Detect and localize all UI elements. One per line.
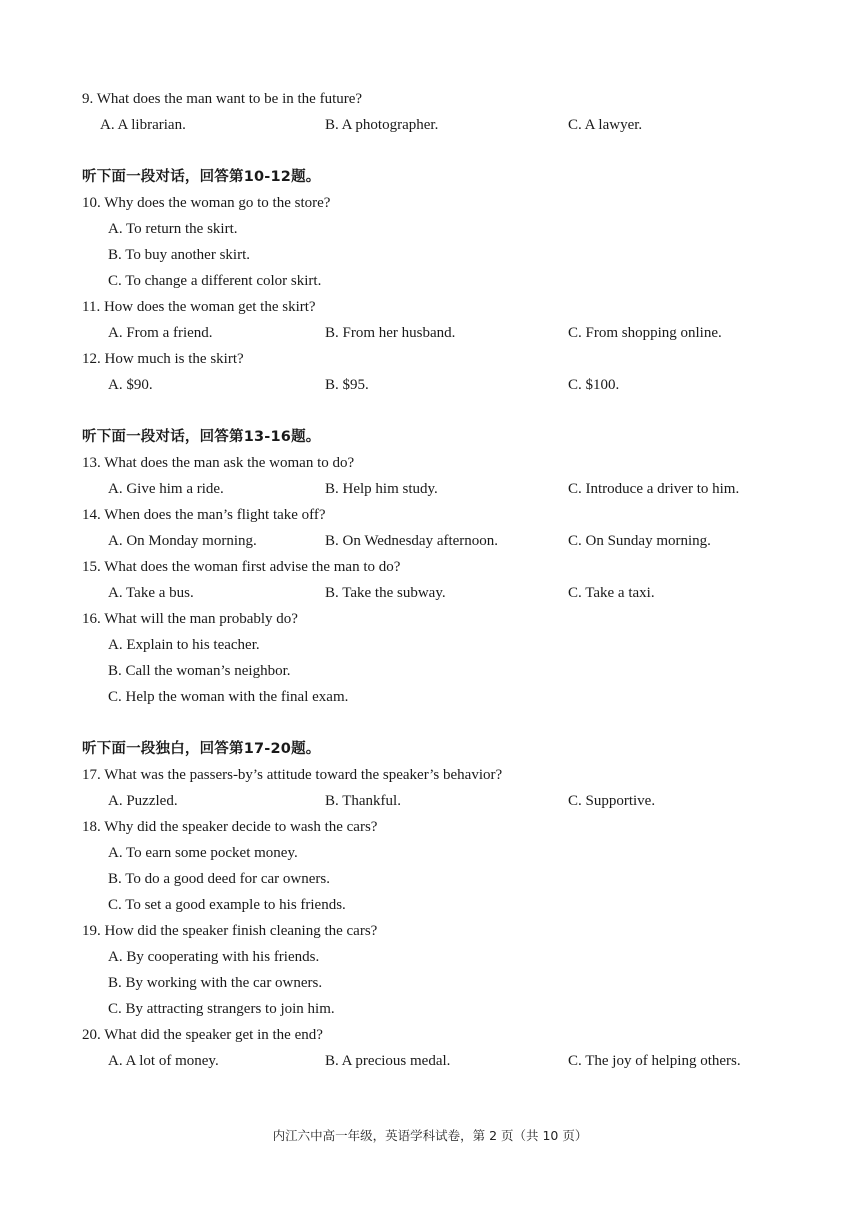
option-b: B. Call the woman’s neighbor.	[108, 663, 291, 679]
option-c: C. To set a good example to his friends.	[108, 897, 346, 913]
option-a: A. To earn some pocket money.	[108, 845, 298, 861]
question-18: 18. Why did the speaker decide to wash the cars?	[82, 819, 378, 835]
option-b: B. Take the subway.	[325, 585, 446, 601]
option-b: B. Thankful.	[325, 793, 401, 809]
question-12: 12. How much is the skirt?	[82, 351, 244, 367]
option-c: C. From shopping online.	[568, 325, 722, 341]
option-a: A. To return the skirt.	[108, 221, 238, 237]
option-b: B. On Wednesday afternoon.	[325, 533, 499, 549]
option-a: A. Give him a ride.	[108, 481, 224, 497]
question-14: 14. When does the man’s flight take off?	[82, 507, 326, 523]
option-b: B. To buy another skirt.	[108, 247, 250, 263]
question-13: 13. What does the man ask the woman to do?	[82, 455, 355, 471]
question-13-options	[82, 478, 782, 504]
option-c: C. Supportive.	[568, 793, 656, 809]
question-19: 19. How did the speaker finish cleaning the cars?	[82, 923, 378, 939]
option-c: C. Help the woman with the final exam.	[108, 689, 349, 705]
option-a: A. A librarian.	[100, 117, 186, 133]
option-a: A. Take a bus.	[108, 585, 194, 601]
question-11: 11. How does the woman get the skirt?	[82, 299, 316, 315]
option-c: C. The joy of helping others.	[568, 1053, 741, 1069]
question-12-options	[82, 374, 782, 400]
question-15-options	[82, 582, 782, 608]
option-b: B. Help him study.	[325, 481, 438, 497]
option-b: B. A photographer.	[325, 117, 439, 133]
question-9-options	[82, 114, 782, 140]
option-b: B. A precious medal.	[325, 1053, 451, 1069]
section-heading-10-12: 听下面一段对话，回答第10-12题。	[82, 169, 321, 185]
option-a: A. A lot of money.	[108, 1053, 219, 1069]
option-a: A. On Monday morning.	[108, 533, 257, 549]
option-c: C. A lawyer.	[568, 117, 643, 133]
question-17-options	[82, 790, 782, 816]
option-b: B. By working with the car owners.	[108, 975, 323, 991]
option-a: A. From a friend.	[108, 325, 213, 341]
option-c: C. Introduce a driver to him.	[568, 481, 740, 497]
option-c: C. By attracting strangers to join him.	[108, 1001, 335, 1017]
option-c: C. To change a different color skirt.	[108, 273, 322, 289]
section-heading-13-16: 听下面一段对话，回答第13-16题。	[82, 429, 321, 445]
question-9: 9. What does the man want to be in the future?	[82, 91, 363, 107]
option-b: B. To do a good deed for car owners.	[108, 871, 330, 887]
option-a: A. $90.	[108, 377, 153, 393]
option-c: C. On Sunday morning.	[568, 533, 711, 549]
question-11-options	[82, 322, 782, 348]
page-footer: 内江六中高一年级，英语学科试卷，第 2 页（共 10 页）	[272, 1128, 588, 1143]
question-20-options	[82, 1050, 782, 1076]
option-c: C. $100.	[568, 377, 620, 393]
question-20: 20. What did the speaker get in the end?	[82, 1027, 323, 1043]
option-b: B. From her husband.	[325, 325, 456, 341]
option-a: A. By cooperating with his friends.	[108, 949, 320, 965]
option-b: B. $95.	[325, 377, 369, 393]
question-10: 10. Why does the woman go to the store?	[82, 195, 331, 211]
option-a: A. Puzzled.	[108, 793, 178, 809]
question-list	[82, 88, 782, 1076]
option-c: C. Take a taxi.	[568, 585, 655, 601]
question-14-options	[82, 530, 782, 556]
question-16: 16. What will the man probably do?	[82, 611, 298, 627]
option-a: A. Explain to his teacher.	[108, 637, 260, 653]
question-15: 15. What does the woman first advise the man to do?	[82, 559, 401, 575]
section-heading-17-20: 听下面一段独白，回答第17-20题。	[82, 741, 321, 757]
question-17: 17. What was the passers-by’s attitude toward the speaker’s behavior?	[82, 767, 503, 783]
